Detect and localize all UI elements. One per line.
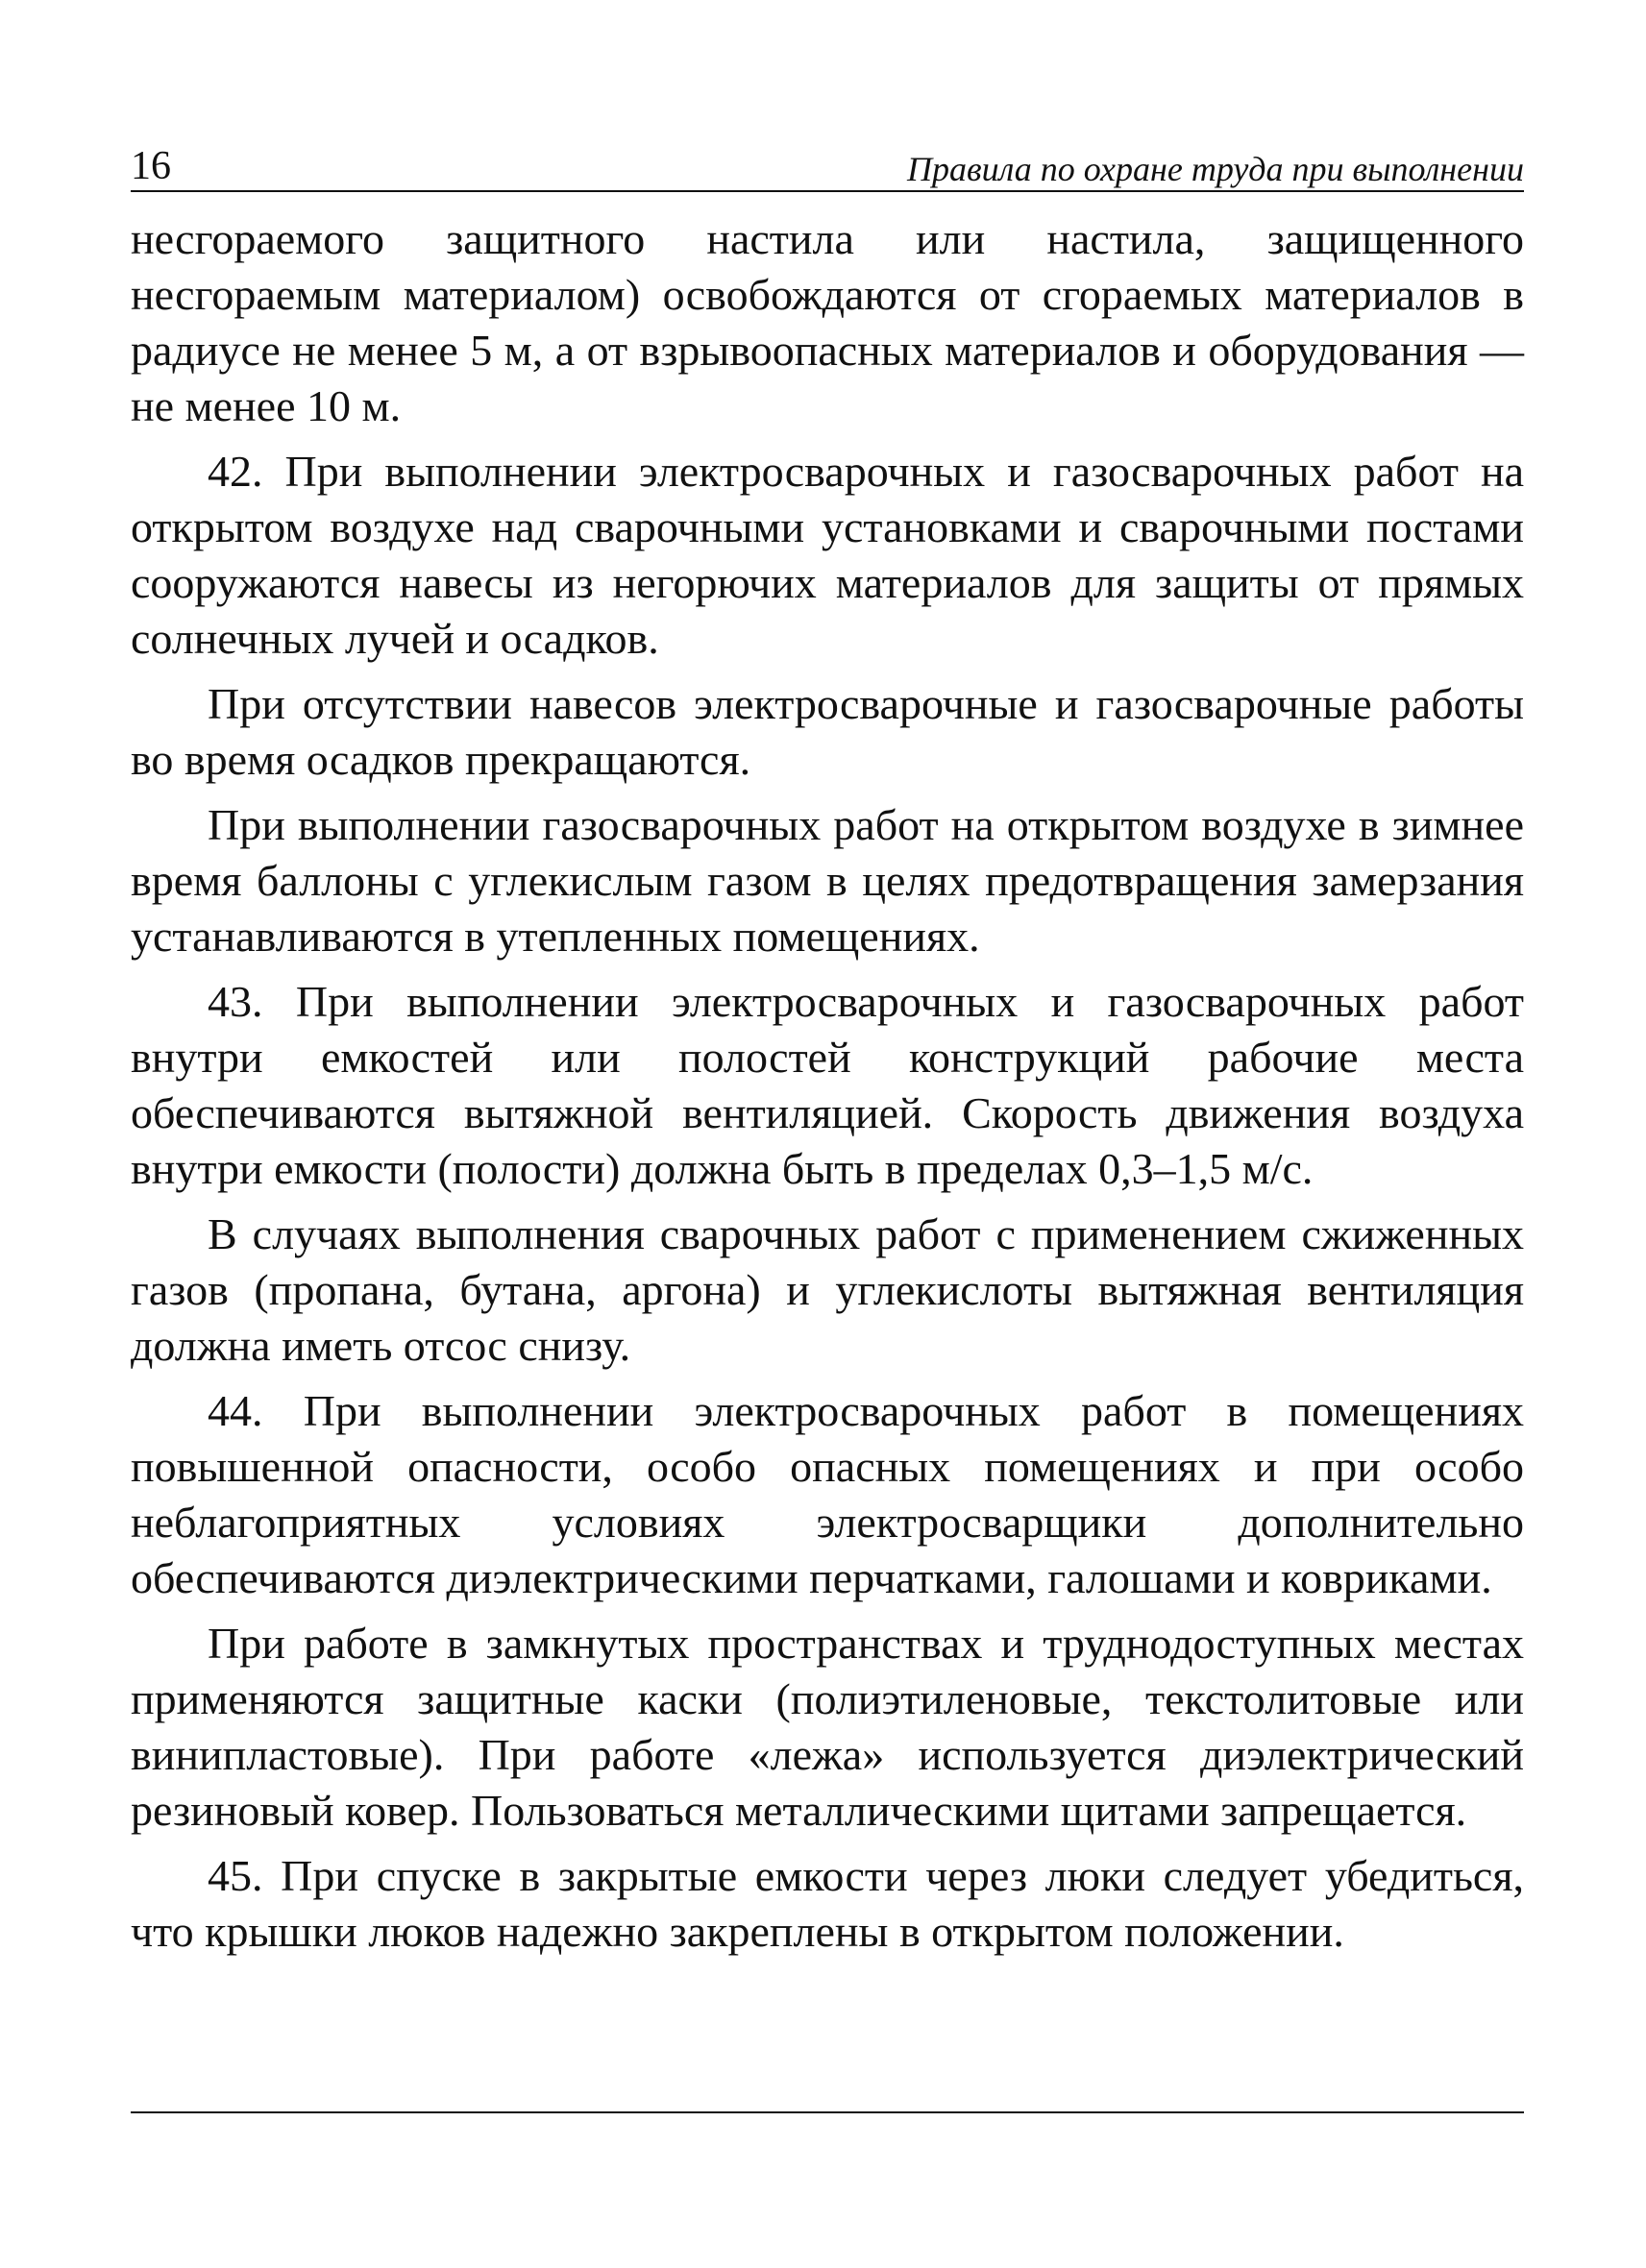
paragraph-continuation: несгораемого защитного настила или настила, защищенного несгораемым материалом) освобождаются от сгораемых материалов в радиусе не менее 5 м, а от взрывоопасных материалов и оборудования — не менее 10 м. — [131, 214, 1524, 430]
paragraph-item-45: 45. При спуске в закрытые емкости через люки следует убедиться, что крышки люков надежно закреплены в открытом положении. — [131, 1851, 1524, 1956]
paragraph-item-44: 44. При выполнении электросварочных работ в помещениях повышенной опасности, особо опасных помещениях и при особо неблагоприятных условиях электросварщики дополнительно обеспечиваются диэлектрическими перчатками, галошами и ковриками. — [131, 1386, 1524, 1602]
page-number: 16 — [131, 144, 171, 188]
paragraph-item-42: 42. При выполнении электросварочных и газосварочных работ на открытом воздухе над сварочными установками и сварочными постами сооружаются навесы из негорючих материалов для защиты от прямых солнечных лучей и осадков. — [131, 447, 1524, 663]
paragraph-winter-cylinders: При выполнении газосварочных работ на открытом воздухе в зимнее время баллоны с углекислым газом в целях предотвращения замерзания устанавливаются в утепленных помещениях. — [131, 800, 1524, 961]
running-header — [131, 144, 1524, 192]
paragraph-no-canopy: При отсутствии навесов электросварочные и газосварочные работы во время осадков прекращаются. — [131, 679, 1524, 784]
document-page — [131, 144, 1524, 1969]
body-text — [131, 211, 1524, 1960]
paragraph-item-43: 43. При выполнении электросварочных и газосварочных работ внутри емкостей или полостей конструкций рабочие места обеспечиваются вытяжной вентиляцией. Скорость движения воздуха внутри емкости (полости) должна быть в пределах 0,3–1,5 м/с. — [131, 977, 1524, 1193]
paragraph-liquefied-gases: В случаях выполнения сварочных работ с применением сжиженных газов (пропана, бутана, аргона) и углекислоты вытяжная вентиляция должна иметь отсос снизу. — [131, 1209, 1524, 1370]
running-title: Правила по охране труда при выполнении — [907, 150, 1524, 188]
bottom-rule — [131, 2111, 1524, 2113]
paragraph-confined-spaces: При работе в замкнутых пространствах и труднодоступных местах применяются защитные каски (полиэтиленовые, текстолитовые или винипластовые). При работе «лежа» используется диэлектрический резиновый ковер. Пользоваться металлическими щитами запрещается. — [131, 1619, 1524, 1835]
